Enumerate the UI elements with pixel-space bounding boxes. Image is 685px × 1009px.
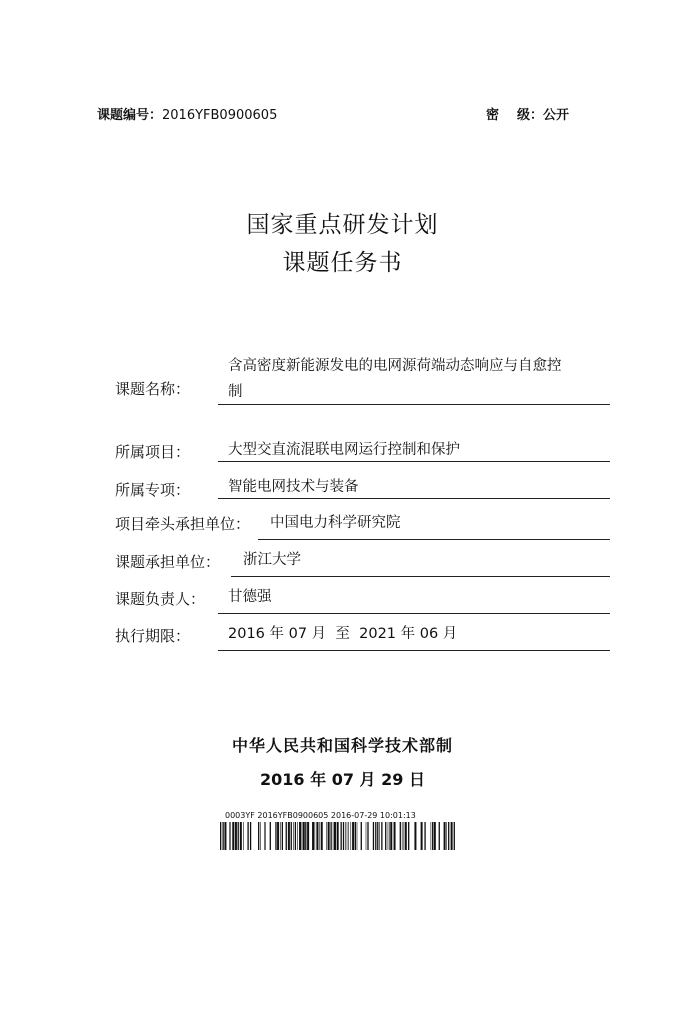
- topic-name-value-line1: 含高密度新能源发电的电网源荷端动态响应与自愈控: [228, 358, 562, 374]
- topic-name-label: 课题名称：: [115, 380, 191, 398]
- topic-leader-value: 甘德强: [228, 589, 272, 605]
- document-title: 国家重点研发计划: [246, 212, 439, 238]
- special-program-underline: [218, 498, 610, 499]
- lead-unit-underline: [258, 539, 610, 540]
- secrecy-label-part1: 密: [486, 108, 518, 123]
- project-underline: [218, 461, 610, 462]
- special-program-label: 所属专项：: [115, 481, 191, 499]
- project-number: [97, 104, 277, 123]
- secrecy-label-part2: 级：: [517, 108, 544, 123]
- undertaking-unit-value: 浙江大学: [243, 552, 301, 568]
- topic-name-underline: [218, 404, 610, 405]
- lead-unit-value: 中国电力科学研究院: [270, 515, 401, 531]
- project-value: 大型交直流混联电网运行控制和保护: [228, 442, 460, 458]
- project-number-value: 2016YFB0900605: [162, 108, 278, 123]
- issue-date: 2016 年 07 月 29 日: [260, 770, 425, 789]
- secrecy-level: [486, 104, 569, 123]
- period-underline: [218, 650, 610, 651]
- document-subtitle: 课题任务书: [282, 250, 403, 276]
- project-number-label: 课题编号：: [97, 108, 163, 123]
- topic-name-value-line2: 制: [228, 384, 243, 400]
- lead-unit-label: 项目牵头承担单位：: [115, 515, 251, 533]
- period-label: 执行期限：: [115, 627, 191, 645]
- issuing-authority: 中华人民共和国科学技术部制: [231, 736, 453, 755]
- project-label: 所属项目：: [115, 443, 191, 461]
- topic-leader-label: 课题负责人：: [115, 590, 206, 608]
- undertaking-unit-label: 课题承担单位：: [115, 553, 221, 571]
- barcode-caption: 0003YF 2016YFB0900605 2016-07-29 10:01:13: [225, 811, 416, 820]
- topic-leader-underline: [218, 613, 610, 614]
- period-value: 2016 年 07 月 至 2021 年 06 月: [228, 626, 458, 642]
- secrecy-value: 公开: [543, 108, 570, 123]
- barcode-image: [220, 822, 458, 850]
- special-program-value: 智能电网技术与装备: [228, 479, 359, 495]
- undertaking-unit-underline: [231, 576, 610, 577]
